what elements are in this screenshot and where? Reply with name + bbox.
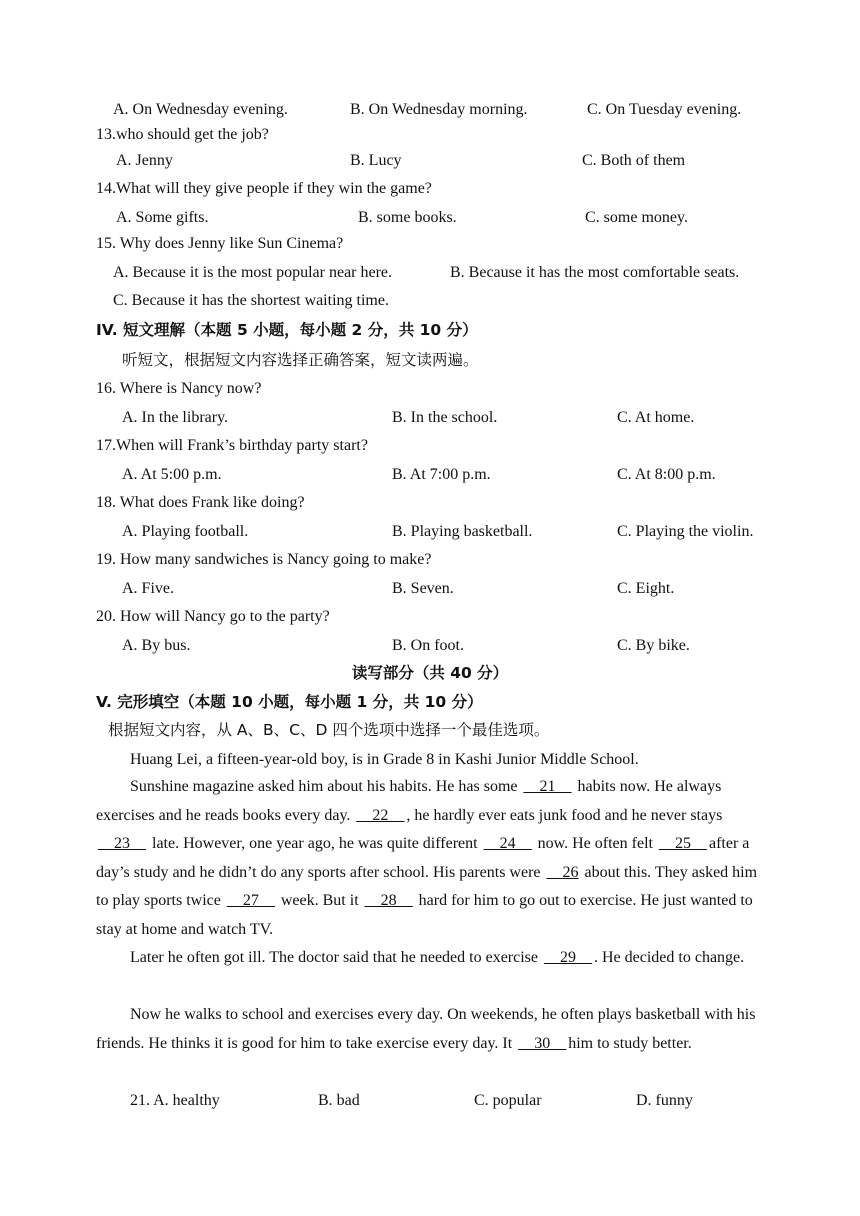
blank-23: __23__	[98, 835, 146, 852]
section-4-title: IV. 短文理解（本题 5 小题，每小题 2 分，共 10 分）	[96, 321, 478, 339]
section-5-title: V. 完形填空（本题 10 小题，每小题 1 分，共 10 分）	[96, 693, 483, 711]
q19-option-a: A. Five.	[122, 580, 174, 597]
blank-30: __30__	[518, 1034, 567, 1052]
q21-option-b: B. bad	[318, 1092, 360, 1109]
passage-paragraph-1: Huang Lei, a fifteen-year-old boy, is in Grade 8 in Kashi Junior Middle School.	[130, 751, 639, 768]
blank-24: __24__	[483, 835, 532, 852]
q16-option-a: A. In the library.	[122, 409, 229, 426]
p2-text-e: late. However, one year ago, he was quite different	[148, 835, 482, 852]
q13-option-c: C. Both of them	[582, 152, 686, 169]
q12-option-c: C. On Tuesday evening.	[587, 101, 742, 118]
blank-27: __27__	[226, 892, 275, 909]
q16-option-b: B. In the school.	[392, 409, 498, 426]
q21-option-d: D. funny	[636, 1092, 693, 1109]
q20-option-b: B. On foot.	[392, 637, 464, 654]
blank-21: __21__	[523, 778, 572, 795]
q15-question: 15. Why does Jenny like Sun Cinema?	[96, 235, 344, 252]
p3-text-a: Later he often got ill. The doctor said that he needed to exercise	[130, 949, 542, 966]
p2-text-i: week. But it	[276, 892, 363, 909]
p4-text-b: him to study better.	[568, 1034, 692, 1052]
blank-29: __29__	[544, 949, 592, 966]
q14-option-a: A. Some gifts.	[116, 209, 209, 226]
q13-option-a: A. Jenny	[116, 152, 173, 169]
q14-question: 14.What will they give people if they win the game?	[96, 180, 432, 197]
passage-paragraph-3	[96, 944, 766, 973]
p4-text-a: Now he walks to school and exercises every day. On weekends, he often plays basketball with his friends. He thinks it is good for him to take exercise every day. It	[96, 1006, 756, 1052]
q17-option-b: B. At 7:00 p.m.	[392, 466, 491, 483]
q21-option-c: C. popular	[474, 1092, 542, 1109]
p2-text-a: Sunshine magazine asked him about his habits. He has some	[130, 778, 522, 795]
q19-option-b: B. Seven.	[392, 580, 454, 597]
blank-22: __22__	[356, 806, 405, 824]
q14-option-b: B. some books.	[358, 209, 457, 226]
q18-option-a: A. Playing football.	[122, 523, 249, 540]
section-4-instruction: 听短文，根据短文内容选择正确答案，短文读两遍。	[122, 351, 479, 369]
p2-text-j: hard for him to go out to exercise. He just wanted to stay at home and watch TV.	[96, 892, 753, 938]
p3-text-b: . He decided to change.	[594, 949, 745, 966]
section-5-instruction: 根据短文内容，从 A、B、C、D 四个选项中选择一个最佳选项。	[108, 721, 550, 739]
q17-option-c: C. At 8:00 p.m.	[617, 466, 716, 483]
q20-question: 20. How will Nancy go to the party?	[96, 608, 330, 625]
q15-option-a: A. Because it is the most popular near here.	[113, 264, 393, 281]
p2-text-c: habits now. He always exercises and he reads books every day.	[96, 778, 722, 824]
q19-option-c: C. Eight.	[617, 580, 675, 597]
blank-25: __25__	[658, 835, 707, 852]
q18-option-c: C. Playing the violin.	[617, 523, 754, 540]
q20-option-a: A. By bus.	[122, 637, 191, 654]
q17-option-a: A. At 5:00 p.m.	[122, 466, 222, 483]
blank-28: __28__	[364, 892, 413, 909]
p2-text-g: after a day’s study and he didn’t do any sports after school. His parents were	[96, 835, 750, 881]
q14-option-c: C. some money.	[585, 209, 688, 226]
p2-text-h: about this. They asked him to play sports twice	[96, 863, 758, 909]
q19-question: 19. How many sandwiches is Nancy going to make?	[96, 551, 432, 568]
q12-option-a: A. On Wednesday evening.	[113, 101, 288, 118]
blank-26: __26	[546, 863, 579, 881]
q18-option-b: B. Playing basketball.	[392, 523, 533, 540]
q18-question: 18. What does Frank like doing?	[96, 494, 305, 511]
p2-text-f: now. He often felt	[533, 835, 657, 852]
p2-text-d: , he hardly ever eats junk food and he never stays	[406, 806, 723, 824]
q16-option-c: C. At home.	[617, 409, 695, 426]
q16-question: 16. Where is Nancy now?	[96, 380, 262, 397]
q20-option-c: C. By bike.	[617, 637, 690, 654]
part-heading: 读写部分（共 40 分）	[351, 664, 509, 682]
q15-option-c: C. Because it has the shortest waiting time.	[113, 292, 389, 309]
q13-question: 13.who should get the job?	[96, 126, 269, 143]
passage-paragraph-2	[96, 773, 766, 944]
q17-question: 17.When will Frank’s birthday party start?	[96, 437, 368, 454]
q12-option-b: B. On Wednesday morning.	[350, 101, 528, 118]
passage-paragraph-4	[96, 1001, 766, 1058]
q21-option-a: 21. A. healthy	[130, 1092, 220, 1109]
q15-option-b: B. Because it has the most comfortable seats.	[450, 264, 740, 281]
q13-option-b: B. Lucy	[350, 152, 402, 169]
